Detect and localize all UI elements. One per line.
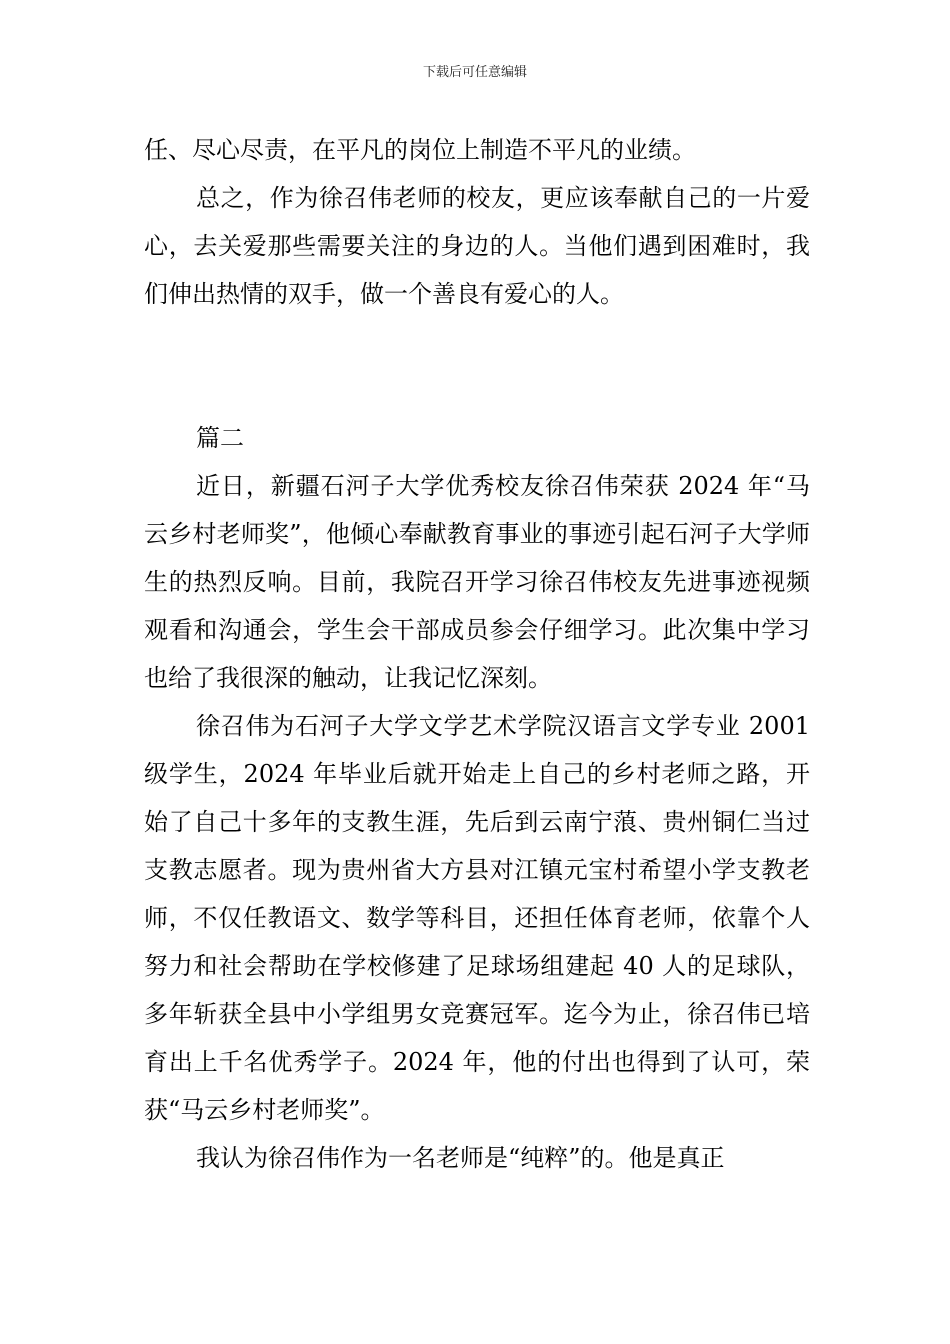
paragraph-continuation: 任、尽心尽责，在平凡的岗位上制造不平凡的业绩。 [144,136,696,164]
document-body [144,126,810,1182]
section-title: 篇二 [196,424,244,452]
paragraph-biography: 徐召伟为石河子大学文学艺术学院汉语言文学专业 2001 级学生，2024 年毕业后就开始走上自己的乡村老师之路，开始了自己十多年的支教生涯，先后到云南宁蒗、贵州铜仁当过支教志愿者。现为贵州省大方县对江镇元宝村希望小学支教老师，不仅任教语文、数学等科目，还担任体育老师，依靠个人努力和社会帮助在学校修建了足球场组建起 40 人的足球队，多年斩获全县中小学组男女竞赛冠军。迄今为止，徐召伟已培育出上千名优秀学子。2024 年，他的付出也得到了认可，荣获“马云乡村老师奖”。 [144,712,810,1124]
paragraph-intro: 近日，新疆石河子大学优秀校友徐召伟荣获 2024 年“马云乡村老师奖”，他倾心奉献教育事业的事迹引起石河子大学师生的热烈反响。目前，我院召开学习徐召伟校友先进事迹视频观看和沟通会，学生会干部成员参会仔细学习。此次集中学习也给了我很深的触动，让我记忆深刻。 [144,472,810,692]
paragraph-opinion: 我认为徐召伟作为一名老师是“纯粹”的。他是真正 [196,1144,725,1172]
page-header: 下载后可任意编辑 [422,65,527,80]
paragraph-conclusion: 总之，作为徐召伟老师的校友，更应该奉献自己的一片爱心，去关爱那些需要关注的身边的人。当他们遇到困难时，我们伸出热情的双手，做一个善良有爱心的人。 [144,184,810,308]
section-gap [144,318,810,414]
